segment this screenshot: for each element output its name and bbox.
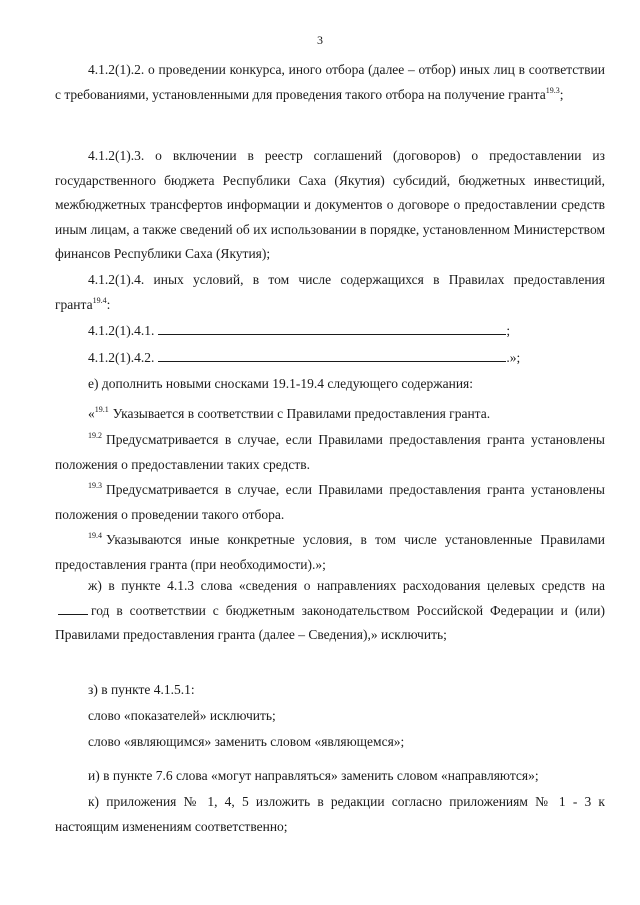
year-blank <box>58 601 88 615</box>
fill-in-line <box>158 347 506 362</box>
footnote-ref: 19.3 <box>545 85 560 95</box>
paragraph-4-1-2-1-3: 4.1.2(1).3. о включении в реестр соглашений (договоров) о предоставлении из государственного бюджета Республики Саха (Якутия) субсидий, бюджетных инвестиций, межбюджетных трансфертов информации и документов о договоре о предоставлении средств иным лицам, а также сведений об их использовании в порядке, установленном Министерством финансов Республики Саха (Якутия); <box>55 148 605 261</box>
paragraph-k: к) приложения № 1, 4, 5 изложить в редакции согласно приложениям № 1 - 3 к настоящим изменениям соответственно; <box>55 794 605 834</box>
footnote-19-3: $^{19.3}$ Предусматривается в случае, если Правилами предоставления гранта установлены положения о проведении такого отбора. <box>55 481 605 522</box>
paragraph-zh: ж) в пункте 4.1.3 слова «сведения о направлениях расходования целевых средств нагод в соответствии с бюджетным законодательством Российской Федерации и (или) Правилами предоставления гранта (далее – Сведения),» исключить; <box>55 578 605 642</box>
paragraph-i: и) в пункте 7.6 слова «могут направляться» заменить словом «направляются»; <box>88 768 539 783</box>
paragraph-4-1-2-1-4: 4.1.2(1).4. иных условий, в том числе содержащихся в Правилах предоставления гранта$^{19.4}$: <box>55 272 605 312</box>
footnote-ref: 19.4 <box>92 295 107 305</box>
paragraph-4-1-2-1-2: 4.1.2(1).2. о проведении конкурса, иного отбора (далее – отбор) иных лиц в соответствии с требованиями, установленными для проведения такого отбора на получение гранта$^{19.3}$; <box>55 62 605 102</box>
paragraph-z-item-1: слово «показателей» исключить; <box>88 708 276 723</box>
paragraph-z: з) в пункте 4.1.5.1: <box>88 682 195 697</box>
footnote-19-4: $^{19.4}$ Указываются иные конкретные условия, в том числе установленные Правилами предоставления гранта (при необходимости).»; <box>55 531 605 572</box>
subitem-4-1-2-1-4-1: 4.1.2(1).4.1. ; <box>88 320 510 341</box>
footnote-19-2: $^{19.2}$ Предусматривается в случае, если Правилами предоставления гранта установлены положения о предоставлении таких средств. <box>55 431 605 472</box>
page-number: 3 <box>317 33 323 47</box>
fill-in-line <box>158 320 506 335</box>
paragraph-e: е) дополнить новыми сносками 19.1-19.4 следующего содержания: <box>88 376 474 391</box>
footnote-19-1: «$^{19.1}$ Указывается в соответствии с Правилами предоставления гранта. <box>88 405 491 421</box>
subitem-4-1-2-1-4-2: 4.1.2(1).4.2. .»; <box>88 347 520 368</box>
paragraph-z-item-2: слово «являющимся» заменить словом «являющемся»; <box>88 734 405 749</box>
